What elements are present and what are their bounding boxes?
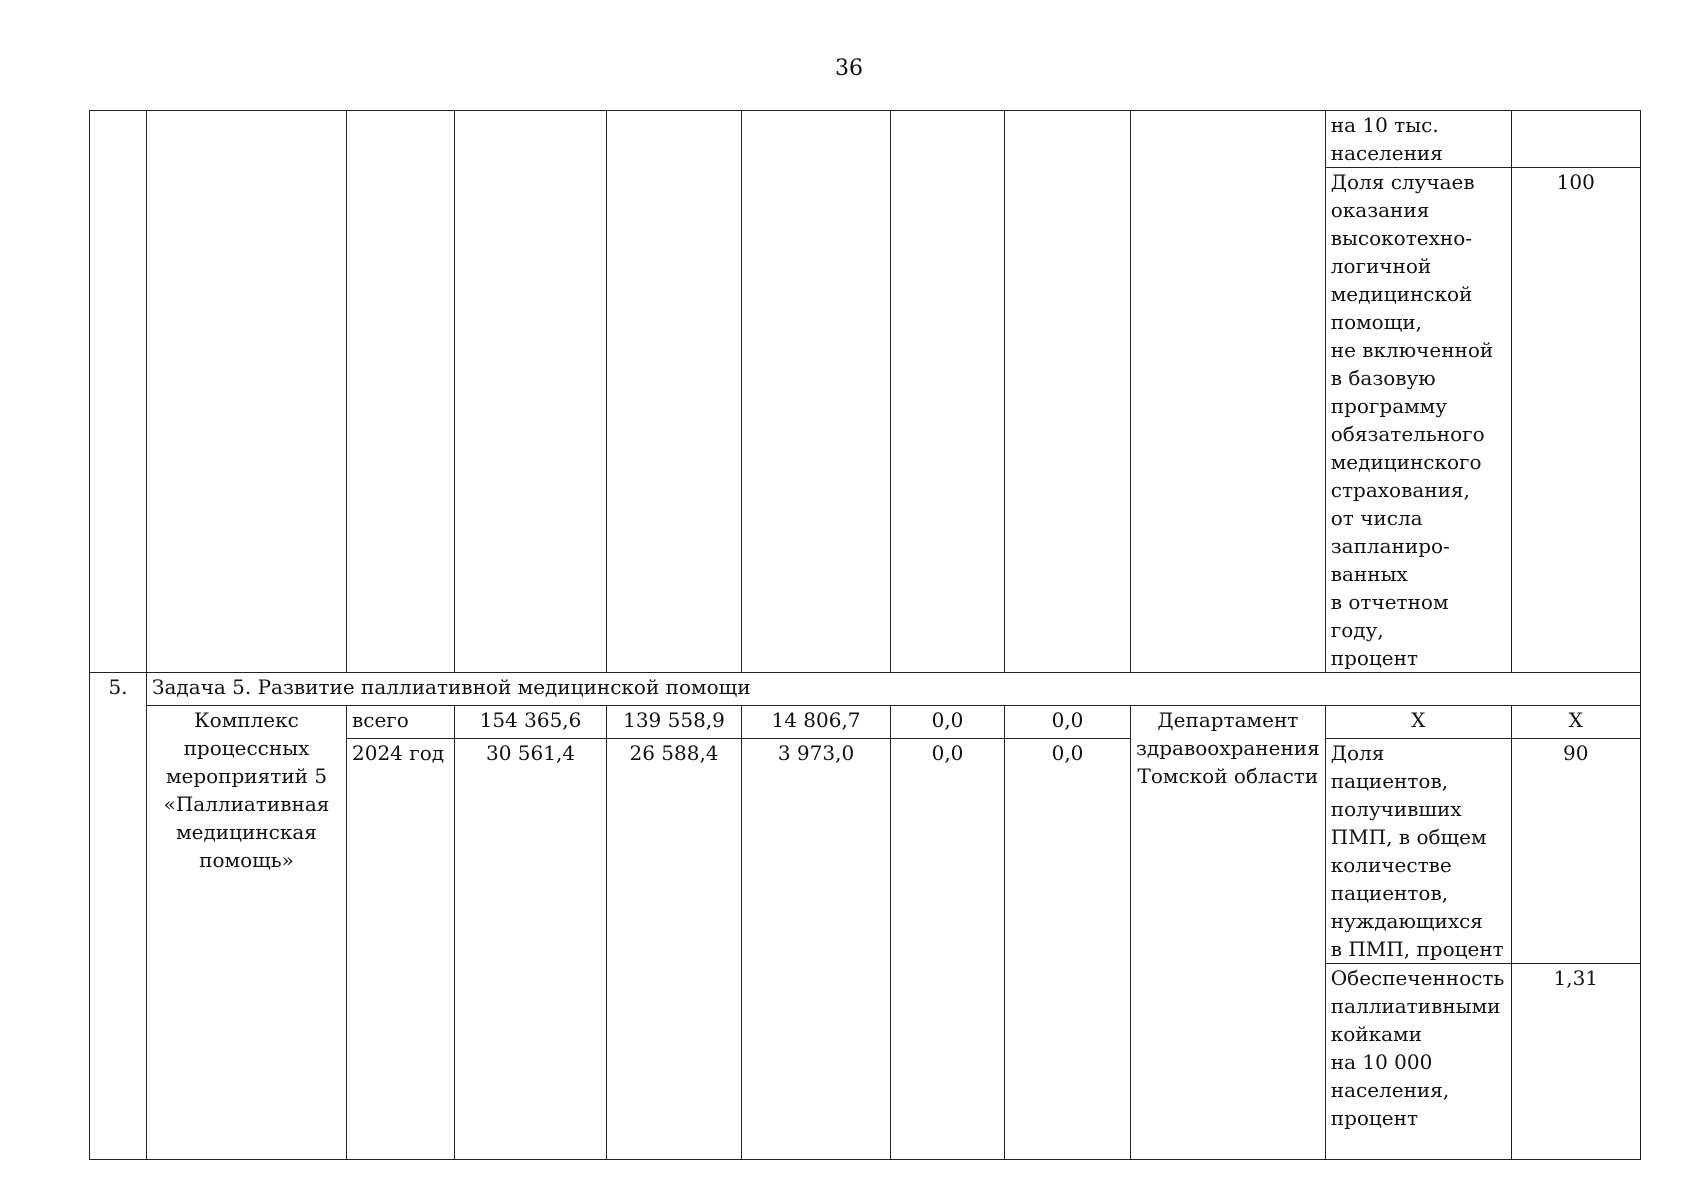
amount-cell (1005, 739, 1131, 1160)
indicator-cell (1325, 964, 1511, 1160)
amount-cell (742, 706, 891, 739)
row-number-cell (90, 673, 147, 1160)
table-row (90, 706, 1641, 739)
amount-cell (742, 739, 891, 1160)
empty-cell (1131, 111, 1326, 673)
indicator-value-cell (1511, 168, 1640, 673)
indicator-cell (1325, 739, 1511, 964)
empty-cell (742, 111, 891, 673)
indicator-text: X (1411, 708, 1426, 732)
indicator-value: X (1568, 708, 1583, 732)
page-number: 36 (835, 56, 863, 81)
amount-cell (607, 739, 742, 1160)
row-number: 5. (108, 675, 128, 699)
amount-federal: 139 558,9 (623, 708, 725, 732)
empty-cell (347, 111, 455, 673)
amount-regional: 3 973,0 (777, 741, 855, 765)
amount-local: 0,0 (931, 708, 964, 732)
executor: Департамент здравоохранения Томской области (1136, 708, 1320, 788)
indicator-value-cell (1511, 964, 1640, 1160)
amount-cell (607, 706, 742, 739)
amount-cell (455, 739, 607, 1160)
indicator-text: на 10 тыс. населения (1330, 113, 1443, 165)
period-cell (347, 739, 455, 1160)
empty-cell (607, 111, 742, 673)
period: 2024 год (352, 741, 445, 765)
amount-local: 0,0 (931, 741, 964, 765)
indicator-value-cell (1511, 706, 1640, 739)
amount-total: 154 365,6 (479, 708, 582, 732)
indicator-cell (1325, 706, 1511, 739)
period-cell (347, 706, 455, 739)
indicator-value-cell (1511, 111, 1640, 168)
task-title-cell (147, 673, 1641, 706)
indicator-cell (1325, 168, 1511, 673)
period: всего (352, 708, 409, 732)
indicator-value: 1,31 (1553, 966, 1599, 990)
measure-name-cell (147, 706, 347, 1160)
empty-cell (891, 111, 1005, 673)
amount-cell (891, 739, 1005, 1160)
amount-cell (455, 706, 607, 739)
program-table (89, 110, 1641, 1160)
amount-regional: 14 806,7 (771, 708, 861, 732)
amount-federal: 26 588,4 (629, 741, 719, 765)
amount-total: 30 561,4 (485, 741, 576, 765)
indicator-value: 100 (1556, 170, 1595, 194)
empty-cell (1005, 111, 1131, 673)
indicator-value: 90 (1563, 741, 1589, 765)
indicator-text: Обеспеченность паллиативными койками на 10 000 населения, процент (1330, 966, 1505, 1130)
empty-cell (90, 111, 147, 673)
indicator-text: Доля случаев оказания высокотехно- логичной медицинской помощи, не включенной в базовую программу обязательного медицинского страхования, от числа запланиро- ванных в отчетном году, процент (1330, 170, 1494, 670)
indicator-cell (1325, 111, 1511, 168)
amount-extra: 0,0 (1051, 708, 1084, 732)
task-title: Задача 5. Развитие паллиативной медицинской помощи (152, 675, 751, 699)
indicator-value-cell (1511, 739, 1640, 964)
amount-cell (891, 706, 1005, 739)
indicator-text: Доля пациентов, получивших ПМП, в общем количестве пациентов, нуждающихся в ПМП, процент (1330, 741, 1504, 961)
measure-name: Комплекс процессных мероприятий 5 «Паллиативная медицинская помощь» (163, 708, 330, 872)
empty-cell (147, 111, 347, 673)
table-row (90, 673, 1641, 706)
amount-cell (1005, 706, 1131, 739)
amount-extra: 0,0 (1051, 741, 1084, 765)
table-row (90, 111, 1641, 168)
executor-cell (1131, 706, 1326, 1160)
empty-cell (455, 111, 607, 673)
